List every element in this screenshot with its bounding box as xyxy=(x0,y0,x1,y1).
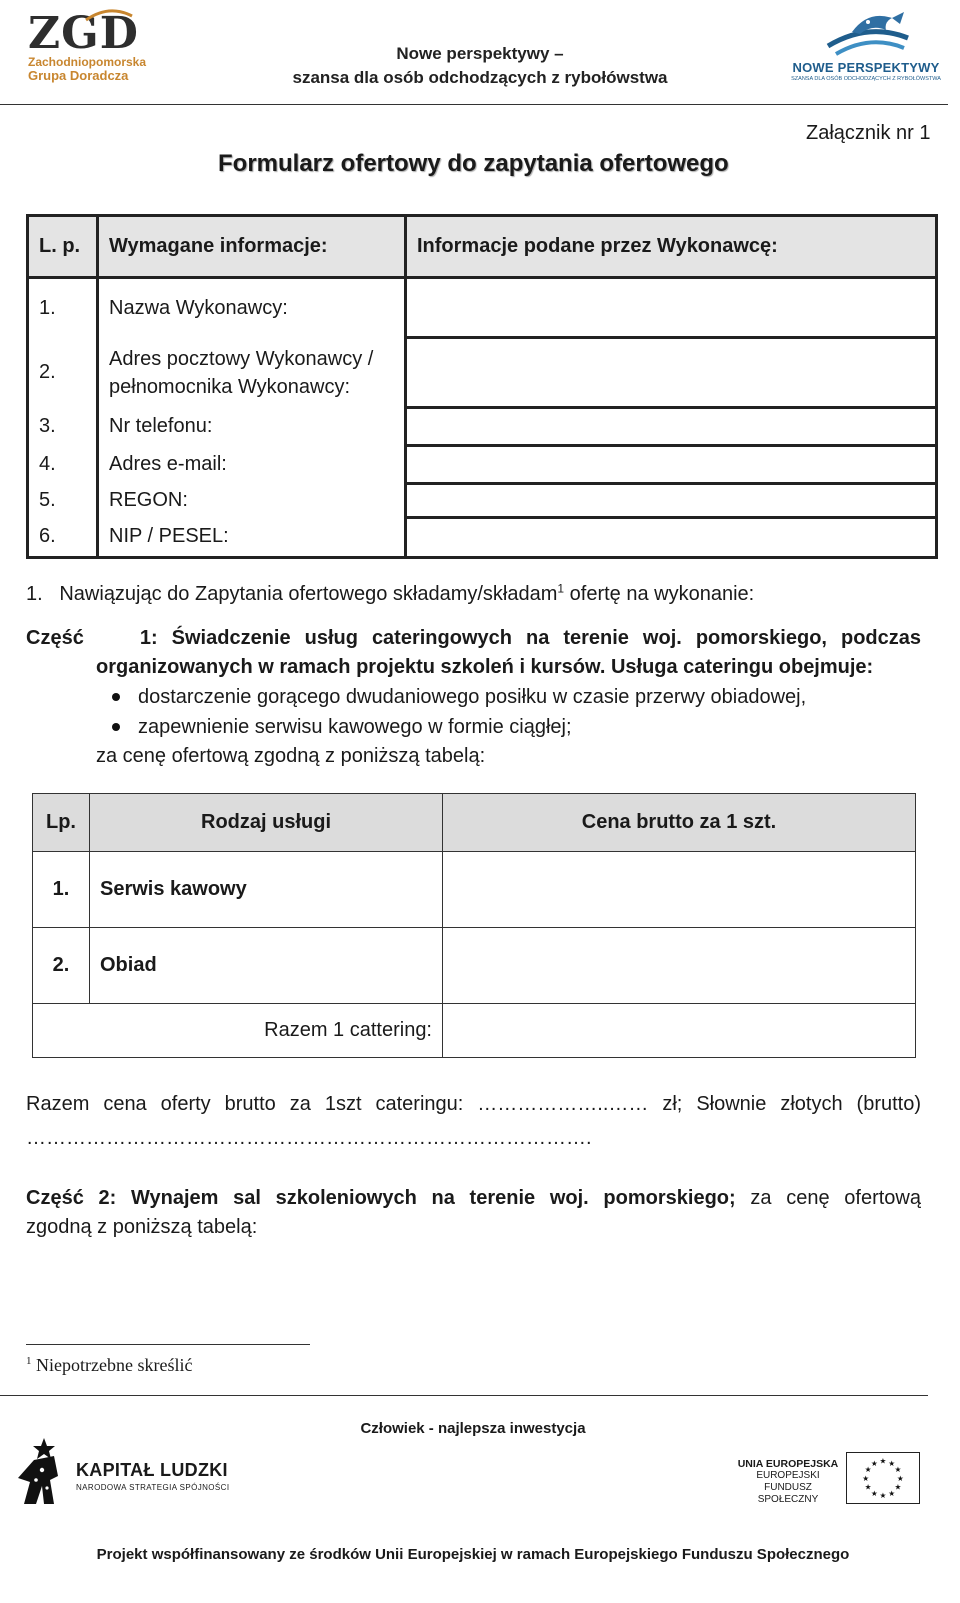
part1-label: Część xyxy=(26,627,84,649)
bullet-icon xyxy=(112,693,120,701)
row-number: 2. xyxy=(33,928,90,1004)
eu-line1: UNIA EUROPEJSKA xyxy=(737,1458,839,1470)
row-number: 4. xyxy=(28,446,98,484)
contractor-phone-field[interactable] xyxy=(406,408,937,446)
offer-intro xyxy=(26,580,936,609)
service-name: Obiad xyxy=(90,928,443,1004)
zgd-logo-letters: ZGD xyxy=(28,8,139,59)
eu-logo-text xyxy=(736,1458,840,1506)
svg-text:★: ★ xyxy=(864,1465,872,1475)
section-number: 1. xyxy=(26,583,43,605)
total-price-field[interactable] xyxy=(443,1004,916,1058)
part2-price-text: za cenę ofertową xyxy=(750,1187,921,1209)
table-row xyxy=(28,518,937,558)
list-item xyxy=(108,712,806,742)
nowe-perspektywy-tagline: SZANSA DLA OSÓB ODCHODZĄCYCH Z RYBOŁÓWSTWA xyxy=(791,76,941,82)
eu-line3: FUNDUSZ SPOŁECZNY xyxy=(757,1482,819,1505)
zgd-logo xyxy=(28,8,158,88)
table-row xyxy=(28,338,937,408)
contractor-nip-field[interactable] xyxy=(406,518,937,558)
header-divider xyxy=(0,104,948,105)
row-label: Adres pocztowy Wykonawcy / pełnomocnika Wykonawcy: xyxy=(98,338,406,408)
zgd-logo-line1: Zachodniopomorska xyxy=(28,55,147,69)
list-item xyxy=(108,682,806,712)
svg-text:★: ★ xyxy=(894,1465,902,1475)
footnote-number: 1 xyxy=(26,1355,32,1367)
nowe-perspektywy-name: NOWE PERSPEKTYWY xyxy=(792,60,940,75)
total-price-line[interactable]: Razem cena oferty brutto za 1szt cateringu: ………………..…… zł; Słownie złotych (brutto) xyxy=(26,1093,921,1115)
row-label: Nazwa Wykonawcy: xyxy=(98,278,406,338)
bullet-text: dostarczenie gorącego dwudaniowego posiłku w czasie przerwy obiadowej, xyxy=(138,686,807,708)
row-number: 3. xyxy=(28,408,98,446)
svg-text:★: ★ xyxy=(896,1473,904,1483)
part1-after-text: za cenę ofertową zgodną z poniższą tabelą: xyxy=(96,745,486,767)
table-header-row xyxy=(33,794,916,852)
contractor-name-field[interactable] xyxy=(406,278,937,338)
header-lp: Lp. xyxy=(33,794,90,852)
contractor-info-table xyxy=(26,214,938,559)
offer-intro-text: Nawiązując do Zapytania ofertowego składamy/składam xyxy=(59,583,558,605)
table-row xyxy=(28,278,937,338)
eu-logo xyxy=(736,1448,926,1506)
header-project-title xyxy=(260,42,700,90)
zgd-logo-swoosh-icon xyxy=(84,8,134,22)
kapital-ludzki-title: KAPITAŁ LUDZKI xyxy=(76,1460,228,1480)
part2-heading xyxy=(26,1184,921,1213)
table-row xyxy=(28,484,937,518)
offer-intro-text-after: ofertę na wykonanie: xyxy=(569,583,755,605)
table-row xyxy=(28,446,937,484)
row-label: REGON: xyxy=(98,484,406,518)
row-number: 5. xyxy=(28,484,98,518)
contractor-address-field[interactable] xyxy=(406,338,937,408)
kapital-ludzki-subtitle: NARODOWA STRATEGIA SPÓJNOŚCI xyxy=(76,1483,230,1492)
header-gross-price: Cena brutto za 1 szt. xyxy=(443,794,916,852)
table-row xyxy=(33,852,916,928)
svg-text:★: ★ xyxy=(870,1488,878,1498)
kapital-ludzki-figure-icon xyxy=(14,1436,70,1506)
form-title: Formularz ofertowy do zapytania ofertowego xyxy=(218,150,729,177)
footnote xyxy=(26,1355,192,1376)
fish-logo-icon xyxy=(808,8,928,60)
header-lp: L. p. xyxy=(28,216,98,278)
total-label: Razem 1 cattering: xyxy=(33,1004,443,1058)
svg-text:★: ★ xyxy=(864,1482,872,1492)
coffee-service-price-field[interactable] xyxy=(443,852,916,928)
row-number: 1. xyxy=(28,278,98,338)
total-price-words-line[interactable]: …………………………………………………………………………. xyxy=(26,1127,592,1149)
header-title-line1: Nowe perspektywy – xyxy=(396,44,564,63)
bullet-icon xyxy=(112,723,120,731)
row-number: 6. xyxy=(28,518,98,558)
part1-heading-line2: organizowanych w ramach projektu szkoleń i kursów. Usługa cateringu obejmuje: xyxy=(96,656,874,678)
nowe-perspektywy-logo xyxy=(786,8,946,88)
footer-slogan: Człowiek - najlepsza inwestycja xyxy=(360,1420,586,1437)
row-number: 2. xyxy=(28,338,98,408)
lunch-price-field[interactable] xyxy=(443,928,916,1004)
header-title-line2: szansa dla osób odchodzących z rybołówstwa xyxy=(292,68,668,87)
part1-heading-line1 xyxy=(26,624,921,653)
bullet-text: zapewnienie serwisu kawowego w formie ciągłej; xyxy=(138,716,572,738)
part1-bullet-list xyxy=(108,682,806,742)
part2-line2: zgodną z poniższą tabelą: xyxy=(26,1216,258,1238)
svg-text:★: ★ xyxy=(894,1482,902,1492)
header-service-type: Rodzaj usługi xyxy=(90,794,443,852)
catering-price-table xyxy=(32,793,916,1058)
row-label: NIP / PESEL: xyxy=(98,518,406,558)
svg-text:★: ★ xyxy=(862,1473,870,1483)
service-name: Serwis kawowy xyxy=(90,852,443,928)
kapital-ludzki-logo xyxy=(14,1436,244,1508)
footnote-divider xyxy=(26,1344,310,1345)
part1-title: 1: Świadczenie usług cateringowych na terenie woj. pomorskiego, podczas xyxy=(139,627,921,649)
header-contractor-info: Informacje podane przez Wykonawcę: xyxy=(406,216,937,278)
row-label: Adres e-mail: xyxy=(98,446,406,484)
attachment-label: Załącznik nr 1 xyxy=(806,122,931,144)
footer-divider xyxy=(0,1395,928,1396)
eu-flag-icon xyxy=(846,1452,920,1504)
header-required-info: Wymagane informacje: xyxy=(98,216,406,278)
svg-text:★: ★ xyxy=(879,1456,887,1466)
footnote-text: Niepotrzebne skreślić xyxy=(36,1355,193,1375)
svg-text:★: ★ xyxy=(870,1458,878,1468)
eu-line2: EUROPEJSKI xyxy=(756,1470,820,1481)
part2-title: Część 2: Wynajem sal szkoleniowych na terenie woj. pomorskiego; xyxy=(26,1187,736,1209)
row-number: 1. xyxy=(33,852,90,928)
contractor-email-field[interactable] xyxy=(406,446,937,484)
svg-text:★: ★ xyxy=(888,1458,896,1468)
svg-text:★: ★ xyxy=(888,1488,896,1498)
zgd-logo-line2: Grupa Doradcza xyxy=(28,68,129,83)
table-row xyxy=(28,408,937,446)
table-row xyxy=(33,928,916,1004)
table-header-row xyxy=(28,216,937,278)
footnote-ref: 1 xyxy=(557,581,565,596)
contractor-regon-field[interactable] xyxy=(406,484,937,518)
svg-text:★: ★ xyxy=(879,1491,887,1501)
row-label: Nr telefonu: xyxy=(98,408,406,446)
footer-project-funding: Projekt współfinansowany ze środków Unii Europejskiej w ramach Europejskiego Funduszu Społecznego xyxy=(96,1546,850,1563)
table-total-row xyxy=(33,1004,916,1058)
